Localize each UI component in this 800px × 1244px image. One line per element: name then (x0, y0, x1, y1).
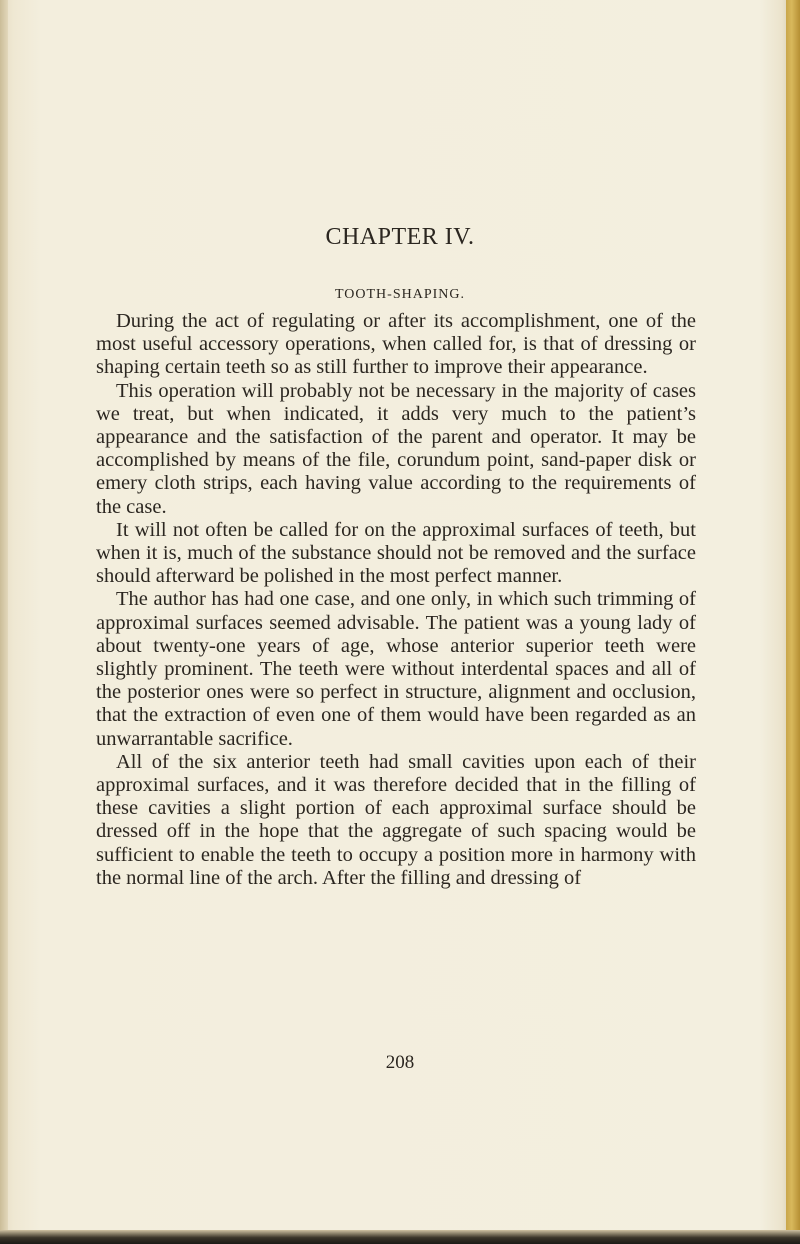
paragraph: The author has had one case, and one only, in which such trimming of approximal surfaces seemed advisable. The patient was a young lady of about twenty-one years of age, whose anterior superior teeth were slightly prominent. The teeth were without interdental spaces and all of the posterior ones were so perfect in structure, alignment and occlusion, that the extraction of even one of them would have been regarded as an unwarrantable sacrifice. (96, 588, 696, 750)
paragraph: This operation will probably not be necessary in the majority of cases we treat, but when indicated, it adds very much to the patient’s appearance and the satisfaction of the parent and operator. It may be accomplished by means of the file, corundum point, sand-paper disk or emery cloth strips, each having value according to the requirements of the case. (96, 379, 696, 518)
page-number: 208 (385, 1052, 415, 1073)
paragraph: All of the six anterior teeth had small cavities upon each of their approximal surfaces, and it was therefore decided that in the filling of these cavities a slight portion of each approximal surface should be dressed off in the hope that the aggregate of such spacing would be sufficient to enable the teeth to occupy a position more in harmony with the normal line of the arch. After the filling and dressing of (96, 750, 696, 889)
paragraph: It will not often be called for on the approximal surfaces of teeth, but when it is, much of the substance should not be removed and the surface should afterward be polished in the most perfect manner. (96, 518, 696, 588)
body-text (96, 310, 696, 890)
paragraph: During the act of regulating or after its accomplishment, one of the most useful accessory operations, when called for, is that of dressing or shaping certain teeth so as still further to improve their appearance. (96, 310, 696, 379)
chapter-title: CHAPTER IV. (325, 224, 475, 250)
chapter-subtitle: TOOTH-SHAPING. (334, 287, 466, 302)
book-bottom-edge (0, 1230, 800, 1244)
